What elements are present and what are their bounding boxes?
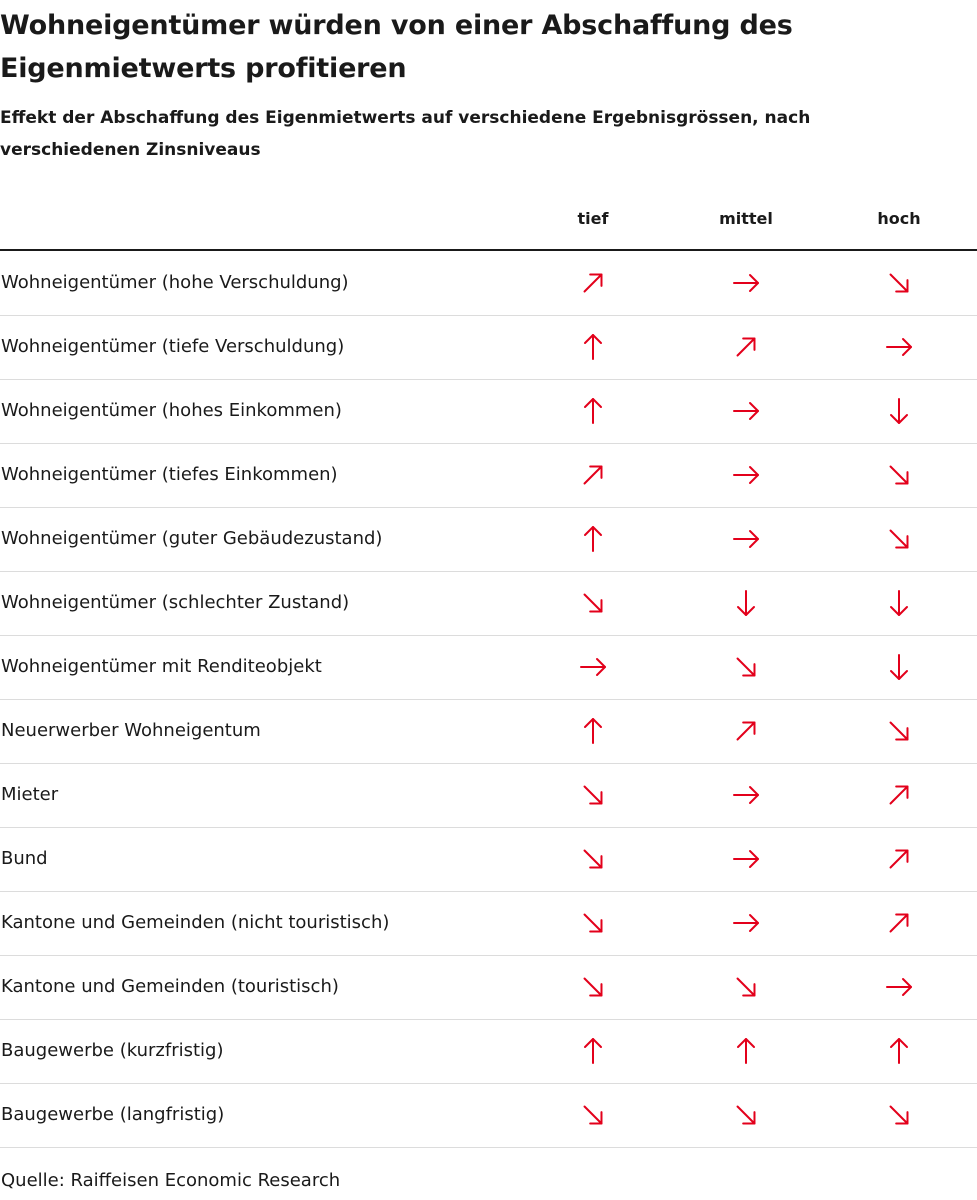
arrow-down-right-icon <box>578 972 608 1002</box>
arrow-up-icon <box>578 396 608 426</box>
arrow-mark <box>731 1036 761 1066</box>
arrow-mark <box>578 908 608 938</box>
arrow-up-icon <box>578 332 608 362</box>
arrow-right-icon <box>731 524 761 554</box>
table-row <box>0 892 977 956</box>
arrow-mark <box>731 588 761 618</box>
table-row <box>0 764 977 828</box>
arrow-mark <box>884 460 914 490</box>
arrow-mark <box>884 780 914 810</box>
arrow-mark <box>578 1100 608 1130</box>
arrow-mark <box>884 844 914 874</box>
table-row <box>0 636 977 700</box>
arrow-up-right-icon <box>578 460 608 490</box>
arrow-mark <box>884 972 914 1002</box>
table-row <box>0 828 977 892</box>
arrow-mark <box>731 524 761 554</box>
row-label: Baugewerbe (langfristig) <box>1 1104 225 1125</box>
arrow-mark <box>731 1100 761 1130</box>
arrow-mark <box>884 268 914 298</box>
arrow-down-right-icon <box>884 1100 914 1130</box>
arrow-mark <box>884 1036 914 1066</box>
arrow-mark <box>731 652 761 682</box>
table-row <box>0 1084 977 1148</box>
arrow-down-right-icon <box>578 908 608 938</box>
arrow-mark <box>578 780 608 810</box>
row-label: Wohneigentümer (guter Gebäudezustand) <box>1 528 383 549</box>
arrow-mark <box>578 396 608 426</box>
arrow-right-icon <box>731 396 761 426</box>
table-row <box>0 252 977 316</box>
arrow-right-icon <box>731 844 761 874</box>
arrow-mark <box>578 332 608 362</box>
row-label: Kantone und Gemeinden (nicht touristisch) <box>1 912 390 933</box>
source-note: Quelle: Raiffeisen Economic Research <box>1 1170 341 1191</box>
arrow-up-icon <box>578 716 608 746</box>
arrow-down-right-icon <box>884 460 914 490</box>
arrow-down-icon <box>884 396 914 426</box>
table-row <box>0 444 977 508</box>
arrow-mark <box>884 652 914 682</box>
column-header-hoch: hoch <box>877 209 921 228</box>
table-row <box>0 508 977 572</box>
row-label: Wohneigentümer (hohes Einkommen) <box>1 400 342 421</box>
table-row <box>0 956 977 1020</box>
arrow-up-right-icon <box>884 844 914 874</box>
row-label: Baugewerbe (kurzfristig) <box>1 1040 224 1061</box>
arrow-down-icon <box>731 588 761 618</box>
table-row <box>0 700 977 764</box>
arrow-up-right-icon <box>731 716 761 746</box>
row-label: Kantone und Gemeinden (touristisch) <box>1 976 339 997</box>
table-row <box>0 316 977 380</box>
arrow-up-icon <box>884 1036 914 1066</box>
arrow-mark <box>578 972 608 1002</box>
arrow-mark <box>731 844 761 874</box>
table-row <box>0 1020 977 1084</box>
arrow-mark <box>578 460 608 490</box>
row-label: Wohneigentümer mit Renditeobjekt <box>1 656 322 677</box>
arrow-mark <box>578 844 608 874</box>
arrow-mark <box>731 972 761 1002</box>
arrow-right-icon <box>884 332 914 362</box>
arrow-up-right-icon <box>884 908 914 938</box>
arrow-mark <box>578 716 608 746</box>
arrow-mark <box>578 524 608 554</box>
arrow-mark <box>884 1100 914 1130</box>
header-rule <box>0 249 977 251</box>
arrow-down-right-icon <box>731 972 761 1002</box>
arrow-right-icon <box>731 780 761 810</box>
arrow-right-icon <box>884 972 914 1002</box>
row-label: Wohneigentümer (tiefe Verschuldung) <box>1 336 345 357</box>
arrow-mark <box>884 588 914 618</box>
arrow-down-icon <box>884 652 914 682</box>
arrow-mark <box>731 780 761 810</box>
arrow-up-icon <box>731 1036 761 1066</box>
arrow-right-icon <box>731 268 761 298</box>
arrow-mark <box>731 460 761 490</box>
arrow-down-right-icon <box>884 268 914 298</box>
arrow-mark <box>578 268 608 298</box>
arrow-down-right-icon <box>884 524 914 554</box>
arrow-down-right-icon <box>731 652 761 682</box>
table-row <box>0 380 977 444</box>
arrow-mark <box>731 396 761 426</box>
row-label: Mieter <box>1 784 59 805</box>
arrow-up-right-icon <box>731 332 761 362</box>
arrow-up-right-icon <box>884 780 914 810</box>
arrow-mark <box>884 524 914 554</box>
chart-title: Wohneigentümer würden von einer Abschaffung des Eigenmietwerts profitieren <box>0 10 793 84</box>
arrow-right-icon <box>731 460 761 490</box>
arrow-mark <box>578 652 608 682</box>
arrow-down-right-icon <box>578 844 608 874</box>
row-label: Wohneigentümer (hohe Verschuldung) <box>1 272 349 293</box>
arrow-mark <box>731 332 761 362</box>
arrow-right-icon <box>731 908 761 938</box>
row-label: Wohneigentümer (schlechter Zustand) <box>1 592 350 613</box>
table-row <box>0 572 977 636</box>
arrow-down-right-icon <box>884 716 914 746</box>
row-label: Neuerwerber Wohneigentum <box>1 720 261 741</box>
arrow-right-icon <box>578 652 608 682</box>
arrow-down-right-icon <box>578 588 608 618</box>
arrow-down-right-icon <box>578 780 608 810</box>
arrow-mark <box>731 268 761 298</box>
arrow-up-icon <box>578 1036 608 1066</box>
arrow-down-right-icon <box>731 1100 761 1130</box>
column-header-mittel: mittel <box>719 209 773 228</box>
column-header-tief: tief <box>577 209 609 228</box>
chart-subtitle: Effekt der Abschaffung des Eigenmietwerts auf verschiedene Ergebnisgrössen, nach verschiedenen Zinsniveaus <box>0 108 811 160</box>
arrow-down-icon <box>884 588 914 618</box>
arrow-mark <box>884 396 914 426</box>
arrow-mark <box>578 588 608 618</box>
arrow-up-icon <box>578 524 608 554</box>
arrow-up-right-icon <box>578 268 608 298</box>
arrow-mark <box>884 908 914 938</box>
arrow-mark <box>731 716 761 746</box>
arrow-mark <box>578 1036 608 1066</box>
row-label: Bund <box>1 848 48 869</box>
row-label: Wohneigentümer (tiefes Einkommen) <box>1 464 338 485</box>
arrow-mark <box>731 908 761 938</box>
arrow-mark <box>884 716 914 746</box>
arrow-down-right-icon <box>578 1100 608 1130</box>
arrow-mark <box>884 332 914 362</box>
